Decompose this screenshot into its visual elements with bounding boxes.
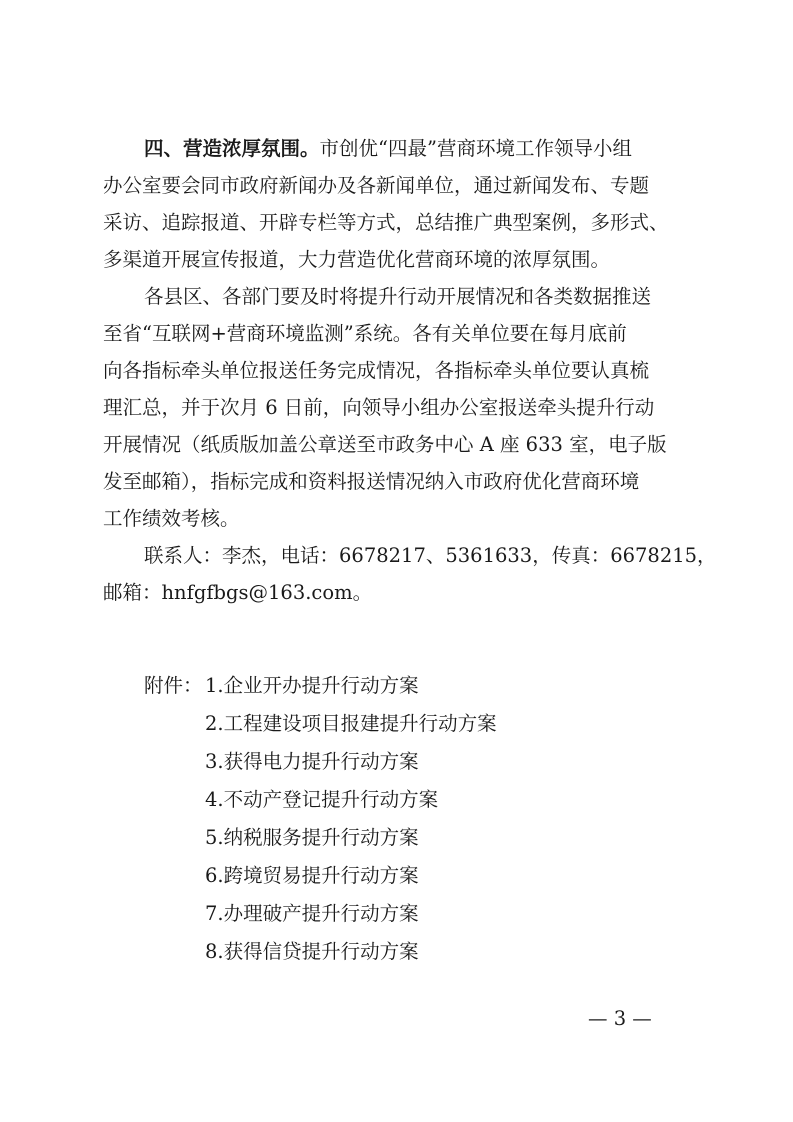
reporting-line-6: 发至邮箱），指标完成和资料报送情况纳入市政府优化营商环境: [103, 470, 640, 493]
attachment-item: 5.纳税服务提升行动方案: [205, 826, 419, 849]
attachment-item: 1.企业开办提升行动方案: [205, 674, 419, 697]
section4-line-2: 办公室要会同市政府新闻办及各新闻单位，通过新闻发布、专题: [103, 174, 650, 197]
attachment-item: 7.办理破产提升行动方案: [205, 902, 419, 925]
section4-line-1-text: 市创优“四最”营商环境工作领导小组: [319, 137, 632, 160]
attachment-item: 3.获得电力提升行动方案: [205, 750, 419, 773]
attachments-label: 附件：: [144, 674, 203, 697]
section4-line-1: [144, 135, 632, 163]
section4-heading: 四、营造浓厚氛围。: [144, 137, 320, 160]
attachment-item: 8.获得信贷提升行动方案: [205, 940, 419, 963]
reporting-line-4: 理汇总，并于次月 6 日前，向领导小组办公室报送牵头提升行动: [103, 396, 655, 419]
reporting-line-5: 开展情况（纸质版加盖公章送至市政务中心 A 座 633 室，电子版: [103, 433, 667, 456]
contact-email-line: 邮箱：hnfgfbgs@163.com。: [103, 581, 373, 604]
reporting-line-2: 至省“互联网+营商环境监测”系统。各有关单位要在每月底前: [103, 322, 627, 345]
page-number: — 3 —: [588, 1007, 652, 1030]
attachment-item: 2.工程建设项目报建提升行动方案: [205, 712, 497, 735]
reporting-line-7: 工作绩效考核。: [103, 507, 240, 530]
attachment-item: 6.跨境贸易提升行动方案: [205, 864, 419, 887]
reporting-line-1: 各县区、各部门要及时将提升行动开展情况和各类数据推送: [144, 285, 652, 308]
section4-line-3: 采访、追踪报道、开辟专栏等方式，总结推广典型案例，多形式、: [103, 211, 669, 234]
reporting-line-3: 向各指标牵头单位报送任务完成情况，各指标牵头单位要认真梳: [103, 359, 650, 382]
section4-line-4: 多渠道开展宣传报道，大力营造优化营商环境的浓厚氛围。: [103, 248, 611, 271]
contact-line-1: 联系人：李杰，电话：6678217、5361633，传真：6678215，: [144, 544, 717, 567]
attachment-item: 4.不动产登记提升行动方案: [205, 788, 439, 811]
